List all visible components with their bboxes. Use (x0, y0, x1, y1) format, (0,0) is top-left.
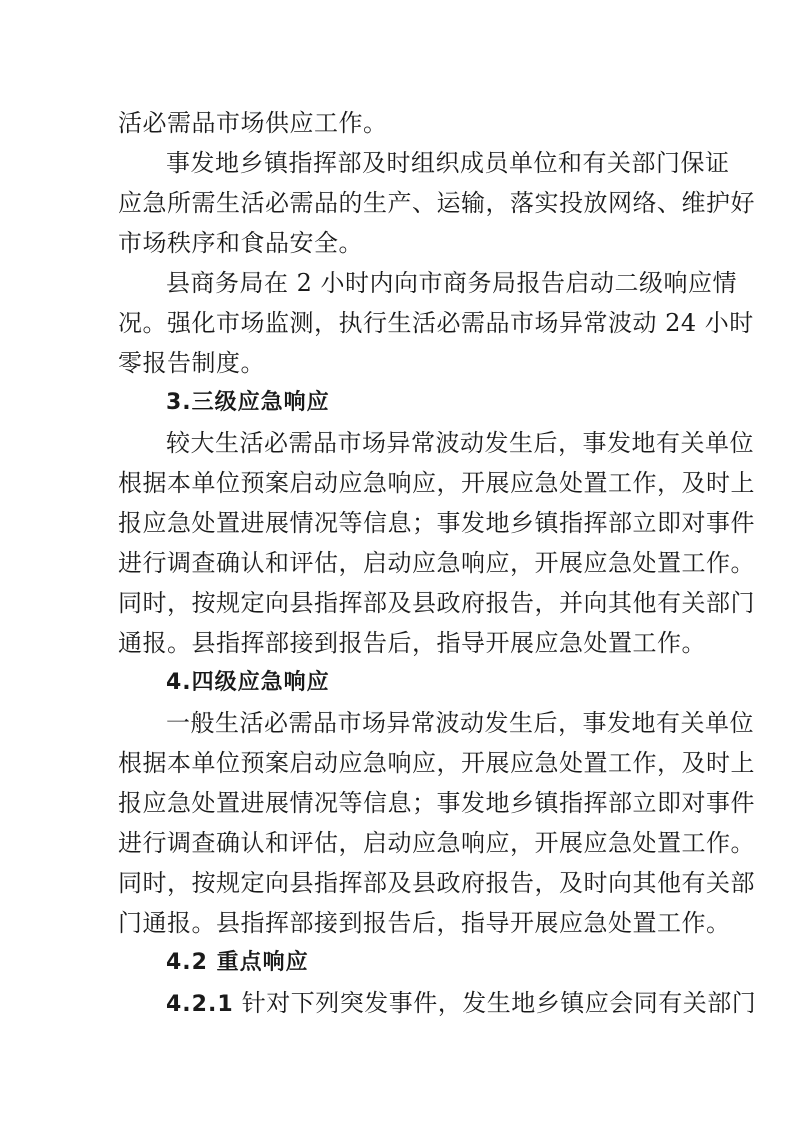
text-line: 进行调查确认和评估，启动应急响应，开展应急处置工作。 (118, 549, 755, 577)
text-line: 应急所需生活必需品的生产、运输，落实投放网络、维护好 (118, 189, 755, 217)
text-line: 市场秩序和食品安全。 (118, 229, 363, 257)
text-line: 进行调查确认和评估，启动应急响应，开展应急处置工作。 (118, 829, 755, 857)
text-line: 活必需品市场供应工作。 (118, 109, 388, 137)
text-line: 零报告制度。 (118, 349, 265, 377)
clause-text: 针对下列突发事件，发生地乡镇应会同有关部门 (233, 989, 757, 1017)
text-line: 根据本单位预案启动应急响应，开展应急处置工作，及时上 (118, 469, 755, 497)
text-line: 报应急处置进展情况等信息；事发地乡镇指挥部立即对事件 (118, 509, 755, 537)
text-line: 根据本单位预案启动应急响应，开展应急处置工作，及时上 (118, 749, 755, 777)
text-line: 门通报。县指挥部接到报告后，指导开展应急处置工作。 (118, 909, 731, 937)
text-line: 报应急处置进展情况等信息；事发地乡镇指挥部立即对事件 (118, 789, 755, 817)
text-line: 通报。县指挥部接到报告后，指导开展应急处置工作。 (118, 629, 706, 657)
paragraph-line: 较大生活必需品市场异常波动发生后，事发地有关单位 (166, 429, 754, 457)
text-line: 同时，按规定向县指挥部及县政府报告，并向其他有关部门 (118, 589, 755, 617)
paragraph-line: 事发地乡镇指挥部及时组织成员单位和有关部门保证 (166, 149, 730, 177)
paragraph-line-4-2-1 (166, 983, 756, 1023)
section-heading-4-2: 4.2 重点响应 (166, 950, 309, 975)
text-line: 况。强化市场监测，执行生活必需品市场异常波动 24 小时 (118, 309, 754, 337)
section-heading-level-3: 3.三级应急响应 (166, 390, 330, 415)
text-line: 同时，按规定向县指挥部及县政府报告，及时向其他有关部 (118, 869, 755, 897)
paragraph-line: 一般生活必需品市场异常波动发生后，事发地有关单位 (166, 709, 754, 737)
section-heading-level-4: 4.四级应急响应 (166, 670, 330, 695)
paragraph-line: 县商务局在 2 小时内向市商务局报告启动二级响应情 (166, 269, 738, 297)
clause-number: 4.2.1 (166, 992, 234, 1017)
